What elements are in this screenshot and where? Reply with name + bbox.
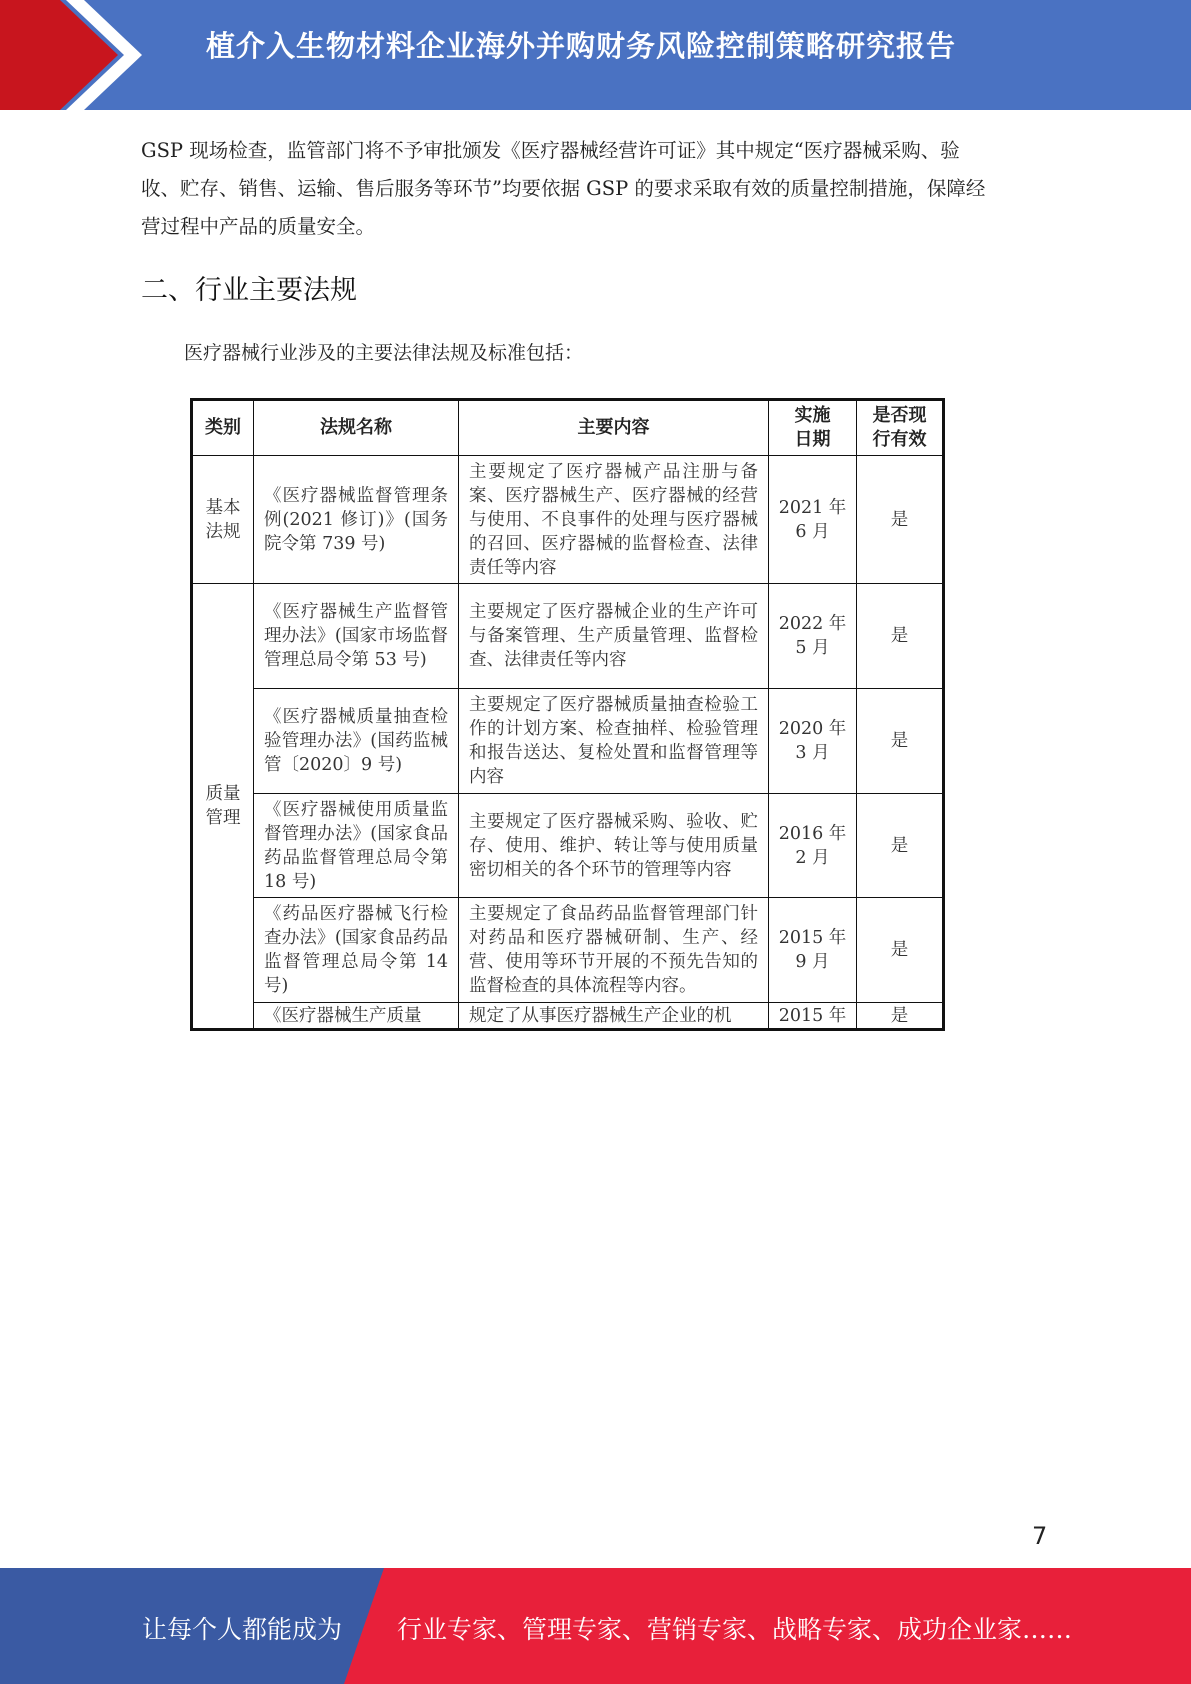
- regulation-content: 主要规定了医疗器械采购、验收、贮存、使用、维护、转让等与使用质量密切相关的各个环节的管理等内容: [459, 794, 769, 898]
- is-valid: 是: [857, 689, 944, 794]
- paragraph-line: 营过程中产品的质量安全。: [141, 215, 376, 238]
- effective-date: 2015 年 9 月: [769, 898, 857, 1003]
- regulation-name: 《药品医疗器械飞行检查办法》(国家食品药品监督管理总局令第 14 号): [254, 898, 459, 1003]
- regulation-content: 主要规定了医疗器械产品注册与备案、医疗器械生产、医疗器械的经营与使用、不良事件的处理与医疗器械的召回、医疗器械的监督检查、法律责任等内容: [459, 456, 769, 584]
- is-valid: 是: [857, 794, 944, 898]
- effective-date: 2015 年: [769, 1003, 857, 1030]
- footer-slogan-left: 让每个人都能成为: [142, 1615, 343, 1644]
- header-date: 实施 日期: [769, 400, 857, 456]
- regulation-content: 主要规定了医疗器械企业的生产许可与备案管理、生产质量管理、监督检查、法律责任等内容: [459, 584, 769, 689]
- is-valid: 是: [857, 1003, 944, 1030]
- header-name: 法规名称: [254, 400, 459, 456]
- report-title: 植介入生物材料企业海外并购财务风险控制策略研究报告: [206, 29, 957, 63]
- effective-date: 2016 年 2 月: [769, 794, 857, 898]
- table-row: [192, 898, 944, 1003]
- regulation-content: 规定了从事医疗器械生产企业的机: [459, 1003, 769, 1030]
- is-valid: 是: [857, 456, 944, 584]
- table-row-truncated: [192, 1003, 944, 1030]
- footer-slogan-right: 行业专家、管理专家、营销专家、战略专家、成功企业家……: [397, 1615, 1073, 1644]
- table-row: [192, 794, 944, 898]
- header-content: 主要内容: [459, 400, 769, 456]
- regulation-name: 《医疗器械生产监督管理办法》(国家市场监督管理总局令第 53 号): [254, 584, 459, 689]
- regulation-name: 《医疗器械生产质量: [254, 1003, 459, 1030]
- table-row: [192, 456, 944, 584]
- section-heading: 二、行业主要法规: [141, 275, 357, 306]
- page-footer: [0, 1568, 1191, 1684]
- table-row: [192, 689, 944, 794]
- body-paragraph: [141, 132, 1041, 246]
- effective-date: 2021 年 6 月: [769, 456, 857, 584]
- paragraph-line: GSP 现场检查，监管部门将不予审批颁发《医疗器械经营许可证》其中规定“医疗器械采购、验: [141, 139, 960, 162]
- header-valid: 是否现 行有效: [857, 400, 944, 456]
- paragraph-line: 收、贮存、销售、运输、售后服务等环节”均要依据 GSP 的要求采取有效的质量控制措施，保障经: [141, 177, 986, 200]
- effective-date: 2020 年 3 月: [769, 689, 857, 794]
- table-row: [192, 584, 944, 689]
- regulations-table: [190, 398, 945, 1031]
- table-header-row: [192, 400, 944, 456]
- effective-date: 2022 年 5 月: [769, 584, 857, 689]
- regulation-name: 《医疗器械使用质量监督管理办法》(国家食品药品监督管理总局令第 18 号): [254, 794, 459, 898]
- header-arrow-decoration: [0, 0, 150, 110]
- page-number: 7: [1032, 1522, 1048, 1550]
- category-cell: 质量 管理: [192, 584, 254, 1030]
- regulation-content: 主要规定了医疗器械质量抽查检验工作的计划方案、检查抽样、检验管理和报告送达、复检处置和监督管理等内容: [459, 689, 769, 794]
- header-category: 类别: [192, 400, 254, 456]
- is-valid: 是: [857, 898, 944, 1003]
- is-valid: 是: [857, 584, 944, 689]
- regulation-name: 《医疗器械监督管理条例(2021 修订)》(国务院令第 739 号): [254, 456, 459, 584]
- category-cell: 基本 法规: [192, 456, 254, 584]
- regulation-content: 主要规定了食品药品监督管理部门针对药品和医疗器械研制、生产、经营、使用等环节开展的不预先告知的监督检查的具体流程等内容。: [459, 898, 769, 1003]
- table-intro-text: 医疗器械行业涉及的主要法律法规及标准包括：: [184, 342, 584, 364]
- page-header: [0, 0, 1191, 110]
- regulation-name: 《医疗器械质量抽查检验管理办法》(国药监械管〔2020〕9 号): [254, 689, 459, 794]
